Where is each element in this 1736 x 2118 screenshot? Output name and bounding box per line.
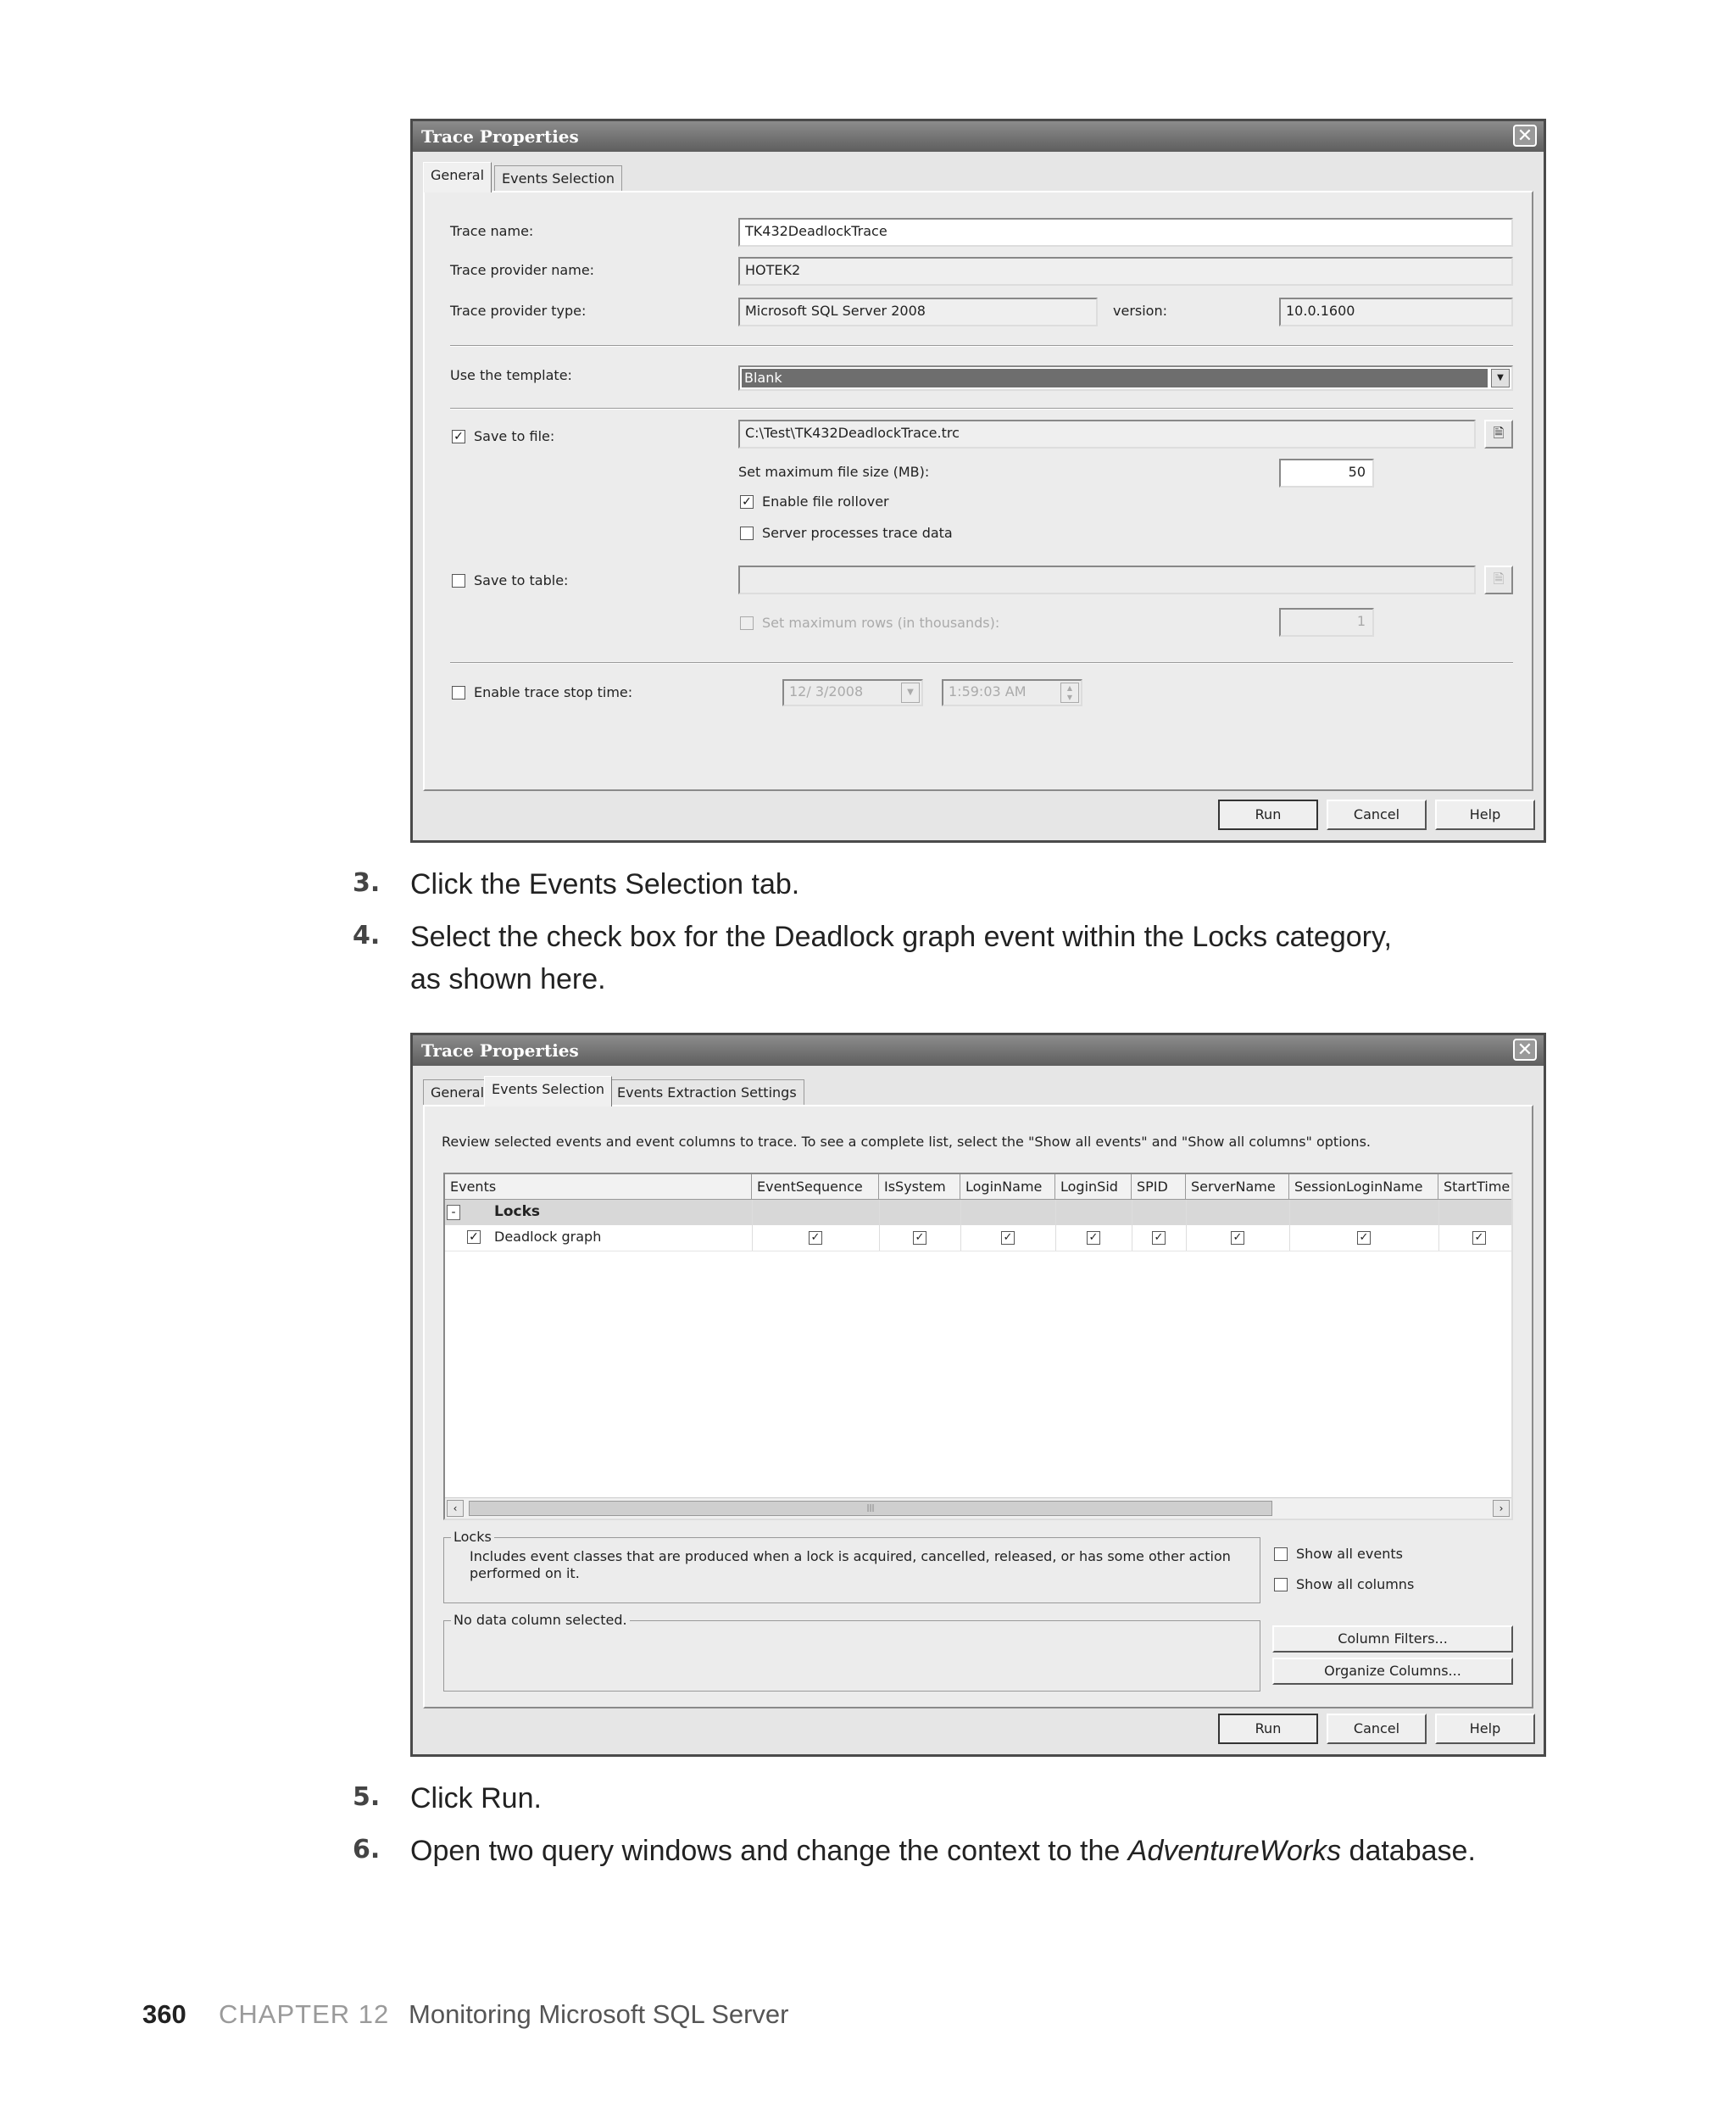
provider-type-field: Microsoft SQL Server 2008 [738,298,1098,326]
event-label: Deadlock graph [494,1229,602,1245]
stop-date-picker [782,679,923,706]
provider-type-label: Trace provider type: [450,303,587,319]
chevron-down-icon[interactable]: ▼ [1491,369,1510,387]
max-rows-input: 1 [1279,608,1374,637]
description-line-2: performed on it. [470,1565,580,1581]
trace-properties-dialog-events [410,1033,1546,1757]
category-label: Locks [494,1203,541,1220]
save-to-table-label: Save to table: [474,572,569,588]
grid-line [1055,1200,1056,1251]
close-icon[interactable]: ✕ [1513,125,1537,147]
cancel-button[interactable]: Cancel [1327,1714,1427,1744]
close-icon[interactable]: ✕ [1513,1039,1537,1061]
deadlock-graph-checkbox[interactable]: ✓ [467,1230,481,1244]
grid-line [1186,1200,1187,1251]
save-to-table-checkbox[interactable] [452,574,465,588]
run-button[interactable]: Run [1218,1714,1318,1744]
dialog-title: Trace Properties [421,126,579,147]
stop-time-label: Enable trace stop time: [474,684,633,700]
column-header-sessionloginname[interactable]: SessionLoginName [1289,1174,1438,1200]
save-to-file-checkbox[interactable]: ✓ [452,430,465,443]
column-header-loginname[interactable]: LoginName [960,1174,1055,1200]
cell-checkbox-loginname[interactable]: ✓ [1001,1231,1015,1245]
event-description-group [443,1529,1260,1603]
step-number: 6. [353,1835,381,1864]
step-text: Click Run. [410,1782,542,1814]
step-number: 3. [353,868,381,898]
step-text-continued: as shown here. [410,963,606,995]
column-header-eventsequence[interactable]: EventSequence [752,1174,879,1200]
collapse-icon[interactable]: - [447,1205,460,1220]
tab-events-selection[interactable]: Events Selection [484,1076,612,1106]
organize-columns-button[interactable]: Organize Columns... [1272,1658,1513,1685]
column-header-loginsid[interactable]: LoginSid [1055,1174,1132,1200]
server-processes-checkbox[interactable] [740,527,754,540]
column-header-issystem[interactable]: IsSystem [879,1174,960,1200]
cancel-button[interactable]: Cancel [1327,800,1427,830]
description-title: Locks [451,1529,494,1545]
save-table-field [738,566,1476,594]
tab-general[interactable]: General [423,1079,492,1105]
description-line-1: Includes event classes that are produced when a lock is acquired, cancelled, released, or has some other action [470,1548,1231,1564]
trace-name-input[interactable]: TK432DeadlockTrace [738,218,1513,247]
show-all-events-label: Show all events [1296,1546,1403,1562]
show-all-columns-label: Show all columns [1296,1576,1415,1592]
browse-table-icon: 🗎 [1484,566,1513,594]
column-filters-button[interactable]: Column Filters... [1272,1625,1513,1653]
template-label: Use the template: [450,367,572,383]
separator [450,345,1513,347]
dialog-titlebar [413,1035,1544,1066]
cell-checkbox-sessionloginname[interactable]: ✓ [1357,1231,1371,1245]
chapter-label: CHAPTER 12 [219,1999,390,2029]
file-rollover-checkbox[interactable]: ✓ [740,495,754,509]
template-select[interactable] [738,365,1513,391]
spinner-icon: ▲ ▼ [1060,683,1079,703]
max-rows-label: Set maximum rows (in thousands): [762,615,1000,631]
show-all-events-checkbox[interactable] [1274,1547,1288,1561]
scroll-left-icon[interactable]: ‹ [447,1500,464,1517]
column-header-servername[interactable]: ServerName [1186,1174,1289,1200]
chevron-down-icon: ▼ [901,683,920,703]
events-panel [423,1105,1533,1708]
column-header-starttime[interactable]: StartTime [1438,1174,1513,1200]
trace-properties-dialog-general [410,119,1546,843]
separator [450,662,1513,664]
server-processes-label: Server processes trace data [762,525,953,541]
cell-checkbox-issystem[interactable]: ✓ [913,1231,926,1245]
step-text: Click the Events Selection tab. [410,868,800,900]
save-file-path-field[interactable]: C:\Test\TK432DeadlockTrace.trc [738,420,1476,449]
file-rollover-label: Enable file rollover [762,493,889,510]
step-text-start: Open two query windows and change the context to the [410,1835,1128,1867]
trace-name-label: Trace name: [450,223,534,239]
tab-events-extraction[interactable]: Events Extraction Settings [609,1079,804,1105]
column-header-spid[interactable]: SPID [1132,1174,1186,1200]
category-row-locks[interactable] [445,1200,1513,1225]
chapter-title: Monitoring Microsoft SQL Server [409,1999,789,2029]
stop-time-picker [942,679,1082,706]
step-text [410,1830,1476,1872]
stop-time-checkbox[interactable] [452,686,465,699]
grid-line [1289,1200,1290,1251]
grid-line [879,1200,880,1251]
dialog-titlebar [413,121,1544,152]
stop-time-value: 1:59:03 AM [949,683,1027,699]
show-all-columns-checkbox[interactable] [1274,1578,1288,1591]
browse-file-icon[interactable]: 🗎 [1484,420,1513,449]
template-selected-value: Blank [742,369,1488,387]
cell-checkbox-starttime[interactable]: ✓ [1472,1231,1486,1245]
version-field: 10.0.1600 [1279,298,1513,326]
page-number: 360 [142,1999,186,2029]
step-number: 5. [353,1782,381,1812]
run-button[interactable]: Run [1218,800,1318,830]
data-column-group [443,1612,1260,1692]
provider-name-field: HOTEK2 [738,257,1513,286]
cell-checkbox-eventsequence[interactable]: ✓ [809,1231,822,1245]
scroll-right-icon[interactable]: › [1493,1500,1510,1517]
table-row[interactable] [445,1225,1513,1251]
data-column-title: No data column selected. [451,1612,630,1628]
cell-checkbox-loginsid[interactable]: ✓ [1087,1231,1100,1245]
grid-line [960,1200,961,1251]
events-grid[interactable] [443,1173,1513,1520]
max-file-size-input[interactable]: 50 [1279,459,1374,488]
help-button[interactable]: Help [1435,800,1535,830]
separator [450,408,1513,410]
stop-date-value: 12/ 3/2008 [789,683,864,699]
dialog-title: Trace Properties [421,1040,579,1061]
help-button[interactable]: Help [1435,1714,1535,1744]
horizontal-scrollbar[interactable] [445,1497,1511,1519]
max-file-size-label: Set maximum file size (MB): [738,464,930,480]
step-text-end: database. [1341,1835,1476,1867]
max-rows-checkbox [740,616,754,630]
column-header-events[interactable]: Events [445,1174,752,1200]
tab-events-selection[interactable]: Events Selection [494,165,622,191]
grid-line [752,1200,753,1251]
database-name: AdventureWorks [1127,1835,1342,1867]
version-label: version: [1113,303,1167,319]
cell-checkbox-spid[interactable]: ✓ [1152,1231,1166,1245]
scroll-thumb[interactable]: ||| [469,1501,1272,1516]
save-to-file-label: Save to file: [474,428,555,444]
tab-general[interactable]: General [423,162,492,192]
cell-checkbox-servername[interactable]: ✓ [1231,1231,1244,1245]
step-text: Select the check box for the Deadlock graph event within the Locks category, [410,921,1392,953]
step-number: 4. [353,921,381,950]
events-intro-text: Review selected events and event columns to trace. To see a complete list, select the "Show all events" and "Show all columns" options. [442,1134,1371,1150]
grid-line [1438,1200,1439,1251]
provider-name-label: Trace provider name: [450,262,595,278]
general-panel [423,191,1533,791]
